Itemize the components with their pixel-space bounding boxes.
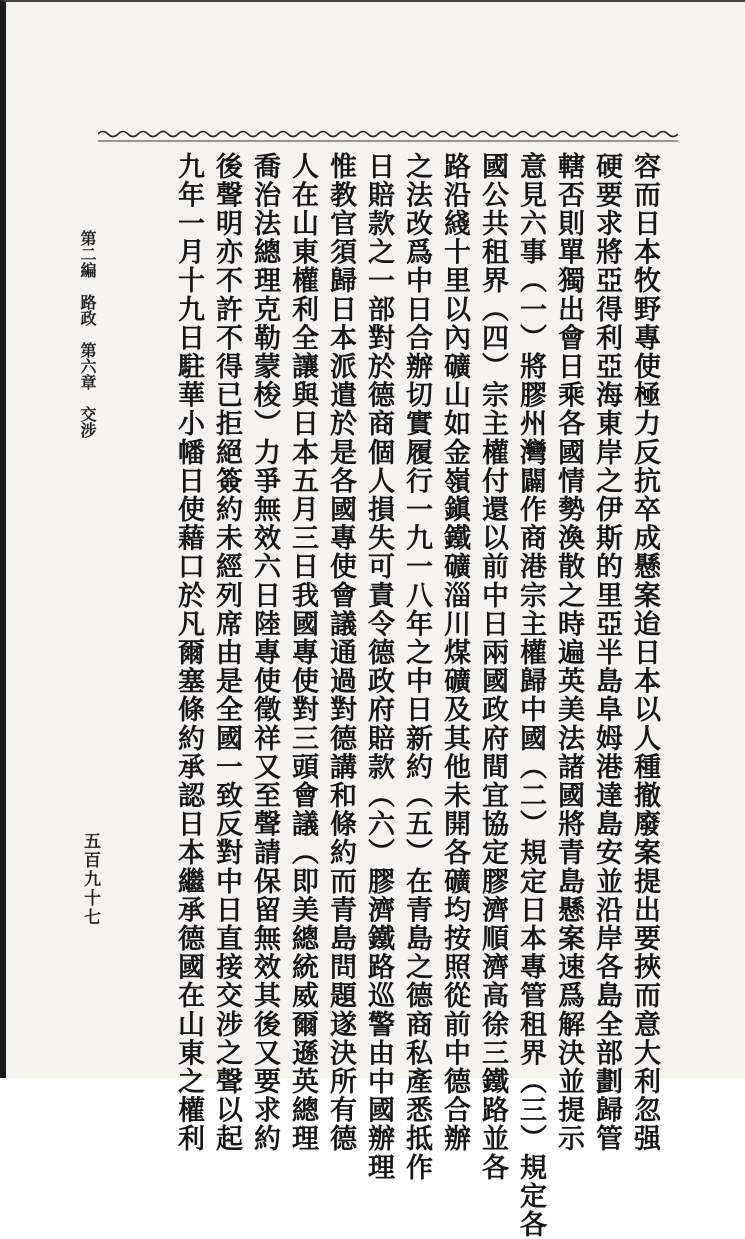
- text-column-9: 惟教官須歸日本派遣於是各國專使會議通過對德講和條約而青島問題遂決所有德: [325, 152, 356, 1153]
- text-column-2: 硬要求將亞得利亞海東岸之伊斯的里亞半島阜姆港達島安並沿岸各島全部劃歸管: [591, 152, 622, 1153]
- wavy-header-rule: [98, 128, 678, 144]
- text-column-4: 意見六事（一）將膠州灣闢作商港宗主權歸中國（二）規定日本專管租界（三）規定各: [515, 152, 546, 1239]
- text-column-11: 喬治法總理克勒蒙梭）力爭無效六日陸專使徵祥又至聲請保留無效其後又要求約: [249, 152, 280, 1153]
- page-number: 五百九十七: [80, 832, 100, 927]
- text-column-10: 人在山東權利全讓與日本五月三日我國專使對三頭會議（即美總統威爾遜英總理: [287, 152, 318, 1153]
- text-column-6: 路沿綫十里以內礦山如金嶺鎭鐵礦淄川煤礦及其他未開各礦均按照從前中德合辦: [439, 152, 470, 1153]
- text-column-5: 國公共租界（四）宗主權付還以前中日兩國政府間宜協定膠濟順濟高徐三鐵路並各: [477, 152, 508, 1182]
- text-column-13: 九年一月十九日駐華小幡日使藉口於凡爾塞條約承認日本繼承德國在山東之權利: [173, 152, 204, 1153]
- chapter-running-head: 第二編 路政 第六章 交涉: [78, 230, 97, 438]
- text-column-8: 日賠款之一部對於德商個人損失可責令德政府賠款（六）膠濟鐵路巡警由中國辦理: [363, 152, 394, 1182]
- text-column-12: 後聲明亦不許不得已拒絕簽約未經列席由是全國一致反對中日直接交涉之聲以起: [211, 152, 242, 1153]
- text-column-3: 轄否則單獨出會日乘各國情勢渙散之時遍英美法諸國將青島懸案速爲解決並提示: [553, 152, 584, 1153]
- text-column-7: 之法改爲中日合辦切實履行一九一八年之中日新約（五）在青島之德商私產悉抵作: [401, 152, 432, 1182]
- text-column-1: 容而日本牧野專使極力反抗卒成懸案迨日本以人種撤廢案提出要挾而意大利忽强: [629, 152, 660, 1153]
